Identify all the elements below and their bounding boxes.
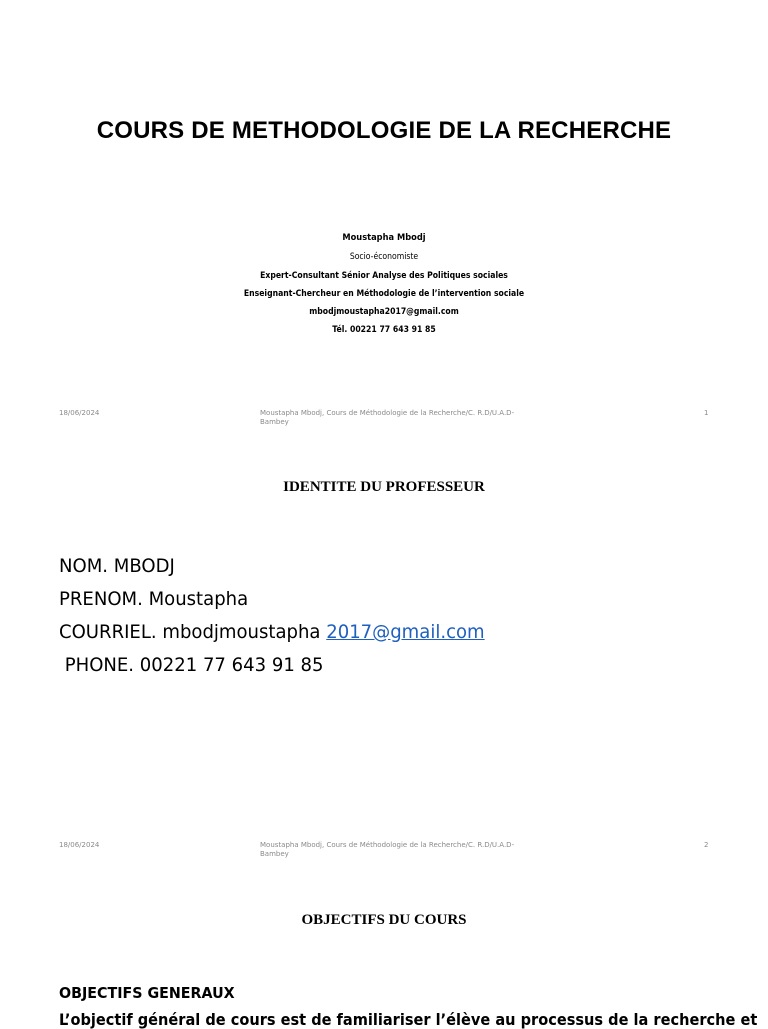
courriel-line (59, 616, 485, 649)
slide-heading: IDENTITE DU PROFESSEUR (283, 479, 485, 495)
author-block (154, 229, 614, 339)
author-name: Moustapha Mbodj (342, 233, 426, 243)
footer-date: 18/06/2024 (59, 409, 100, 417)
slide-3 (0, 868, 768, 1029)
nom-line: NOM. MBODJ (59, 555, 175, 577)
footer-page-number: 1 (704, 409, 709, 417)
slide-2 (0, 434, 768, 868)
author-role: Socio-économiste (349, 251, 419, 262)
footer-page-number: 2 (704, 841, 709, 849)
footer-date: 18/06/2024 (59, 841, 100, 849)
slide-footer (0, 841, 768, 863)
email-link[interactable]: 2017@gmail.com (326, 621, 485, 643)
slide-footer (0, 409, 768, 431)
objectives-subheading: OBJECTIFS GENERAUX (59, 984, 235, 1002)
author-teacher: Enseignant-Chercheur en Méthodologie de l’intervention sociale (243, 287, 525, 298)
slide-1 (0, 0, 768, 434)
course-title: COURS DE METHODOLOGIE DE LA RECHERCHE (96, 117, 672, 144)
author-expert: Expert-Consultant Sénior Analyse des Politiques sociales (260, 269, 508, 280)
phone-line: PHONE. 00221 77 643 91 85 (59, 654, 324, 676)
courriel-prefix: COURRIEL. mbodjmoustapha (59, 621, 327, 643)
author-phone: Tél. 00221 77 643 91 85 (332, 324, 436, 335)
professor-identity (59, 550, 485, 682)
objectives-text: L’objectif général de cours est de familiariser l’élève au processus de la recherche et (59, 1010, 758, 1029)
footer-text: Moustapha Mbodj, Cours de Méthodologie de la Recherche/C. R.D/U.A.D-Bambey (260, 841, 515, 858)
footer-text: Moustapha Mbodj, Cours de Méthodologie de la Recherche/C. R.D/U.A.D-Bambey (260, 409, 515, 426)
slide-heading: OBJECTIFS DU COURS (301, 912, 467, 928)
prenom-line: PRENOM. Moustapha (59, 588, 249, 610)
author-email: mbodjmoustapha2017@gmail.com (309, 306, 459, 317)
